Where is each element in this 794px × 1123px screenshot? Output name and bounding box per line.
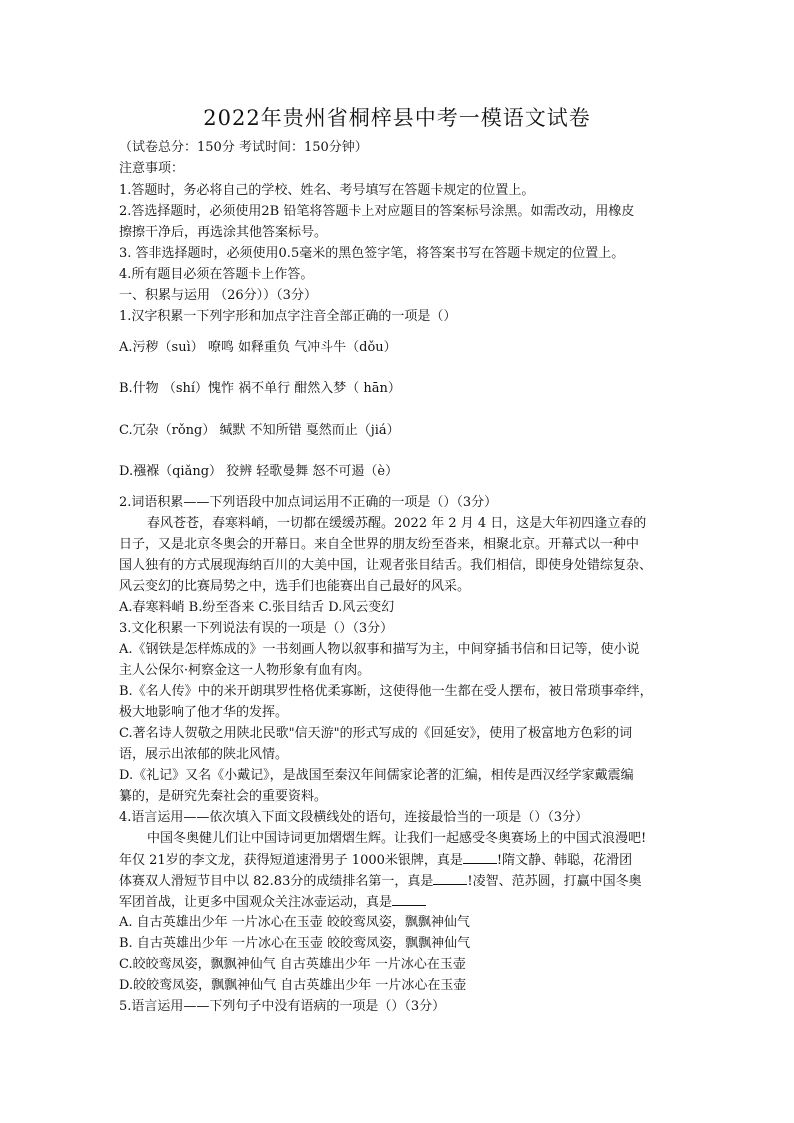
question-3-line: 主人公保尔·柯察金这一人物形象有血有肉。	[119, 663, 371, 678]
question-4-option-d: D.皎皎鸾凤姿，飘飘神仙气 自古英雄出少年 一片冰心在玉壶	[119, 978, 467, 993]
exam-info: （试卷总分：150分 考试时间：150分钟）	[119, 140, 368, 155]
note-item: 擦擦干净后，再选涂其他答案标号。	[119, 225, 328, 240]
question-3-stem: 3.文化积累一下列说法有误的一项是（）（3分）	[119, 621, 394, 636]
question-4-passage: 中国冬奥健儿们让中国诗词更加熠熠生辉。让我们一起感受冬奥赛场上的中国式浪漫吧!	[147, 831, 647, 846]
question-4-option-c: C.皎皎鸾凤姿，飘飘神仙气 自古英雄出少年 一片冰心在玉壶	[119, 957, 466, 972]
question-5-stem: 5.语言运用——下列句子中没有语病的一项是（）（3分）	[119, 999, 446, 1014]
passage-text: !凌智、范苏圆，打赢中国冬奥	[467, 874, 642, 889]
question-1-option-b: B.什物 （shí）愧怍 祸不单行 酣然入梦（ hān）	[119, 381, 401, 396]
passage-text: 年仅 21岁的李文龙，获得短道速滑男子 1000米银牌，真是	[119, 853, 463, 868]
page-title: 2022年贵州省桐梓县中考一模语文试卷	[203, 106, 591, 130]
question-3-line: C.著名诗人贺敬之用陕北民歌"信天游"的形式写成的《回延安》，使用了极富地方色彩的词	[119, 726, 633, 741]
answer-blank	[392, 893, 426, 906]
question-3-line: D.《礼记》又名《小戴记》，是战国至秦汉年间儒家论著的汇编，相传是西汉经学家戴震编	[119, 768, 634, 783]
answer-blank	[433, 872, 467, 885]
question-3-line: 纂的，是研究先秦社会的重要资料。	[119, 789, 328, 804]
question-4-passage	[119, 851, 679, 870]
question-1-stem: 1.汉字积累一下列字形和加点字注音全部正确的一项是（）	[119, 309, 457, 324]
question-2-options: A.春寒料峭 B.纷至沓来 C.张目结舌 D.风云变幻	[119, 600, 395, 615]
question-4-option-b: B. 自古英雄出少年 一片冰心在玉壶 皎皎鸾凤姿，飘飘神仙气	[119, 936, 471, 951]
question-4-passage	[119, 872, 679, 891]
question-1-option-d: D.襁褓（qiǎng） 狡辨 轻歌曼舞 怒不可遏（è）	[119, 464, 399, 479]
question-2-passage: 春风苍苍，春寒料峭，一切都在缓缓苏醒。2022 年 2 月 4 日，这是大年初四逢立春的	[147, 516, 647, 531]
question-2-passage: 国人独有的方式展现海纳百川的大美中国，让观者张目结舌。我们相信，即使身处错综复杂、	[119, 558, 653, 573]
note-item: 2.答选择题时，必须使用2B 铅笔将答题卡上对应题目的答案标号涂黑。如需改动，用橡皮	[119, 204, 635, 219]
note-item: 1.答题时，务必将自己的学校、姓名、考号填写在答题卡规定的位置上。	[119, 183, 535, 198]
question-3-line: A.《钢铁是怎样炼成的》一书刻画人物以叙事和描写为主，中间穿插书信和日记等，使小说	[119, 642, 640, 657]
passage-text: 体赛双人滑短节目中以 82.83分的成绩排名第一，真是	[119, 874, 434, 889]
passage-text: 军团首战，让更多中国观众关注冰壶运动，真是	[119, 895, 393, 910]
question-3-line: 语，展示出浓郁的陕北风情。	[119, 747, 289, 762]
question-2-passage: 日子，又是北京冬奥会的开幕日。来自全世界的朋友纷至沓来，相聚北京。开幕式以一种中	[119, 537, 640, 552]
answer-blank	[463, 851, 497, 864]
question-3-line: B.《名人传》中的米开朗琪罗性格优柔寡断，这使得他一生都在受人摆布，被日常琐事牵绊，	[119, 684, 653, 699]
question-1-option-c: C.冗杂（rǒng） 缄默 不知所错 戛然而止（jiá）	[119, 423, 400, 438]
question-3-line: 极大地影响了他才华的发挥。	[119, 705, 289, 720]
question-1-option-a: A.污秽（suì） 嘹鸣 如释重负 气冲斗牛（dǒu）	[119, 340, 397, 355]
note-item: 4.所有题目必须在答题卡上作答。	[119, 267, 314, 282]
question-2-stem: 2.词语积累——下列语段中加点词运用不正确的一项是（）（3分）	[119, 495, 498, 510]
question-4-stem: 4.语言运用——依次填入下面文段横线处的语句，连接最恰当的一项是（）（3分）	[119, 810, 589, 825]
question-4-option-a: A. 自古英雄出少年 一片冰心在玉壶 皎皎鸾凤姿，飘飘神仙气	[119, 915, 470, 930]
passage-text: !隋文静、韩聪，花滑团	[496, 853, 633, 868]
question-4-passage	[119, 893, 679, 912]
question-2-passage: 风云变幻的比赛局势之中，选手们也能赛出自己最好的风采。	[119, 579, 471, 594]
notes-heading: 注意事项：	[119, 161, 185, 176]
section-heading: 一、积累与运用 （26分））（3分）	[119, 288, 317, 303]
note-item: 3. 答非选择题时，必须使用0.5毫米的黑色签字笔，将答案书写在答题卡规定的位置上。	[119, 246, 625, 261]
